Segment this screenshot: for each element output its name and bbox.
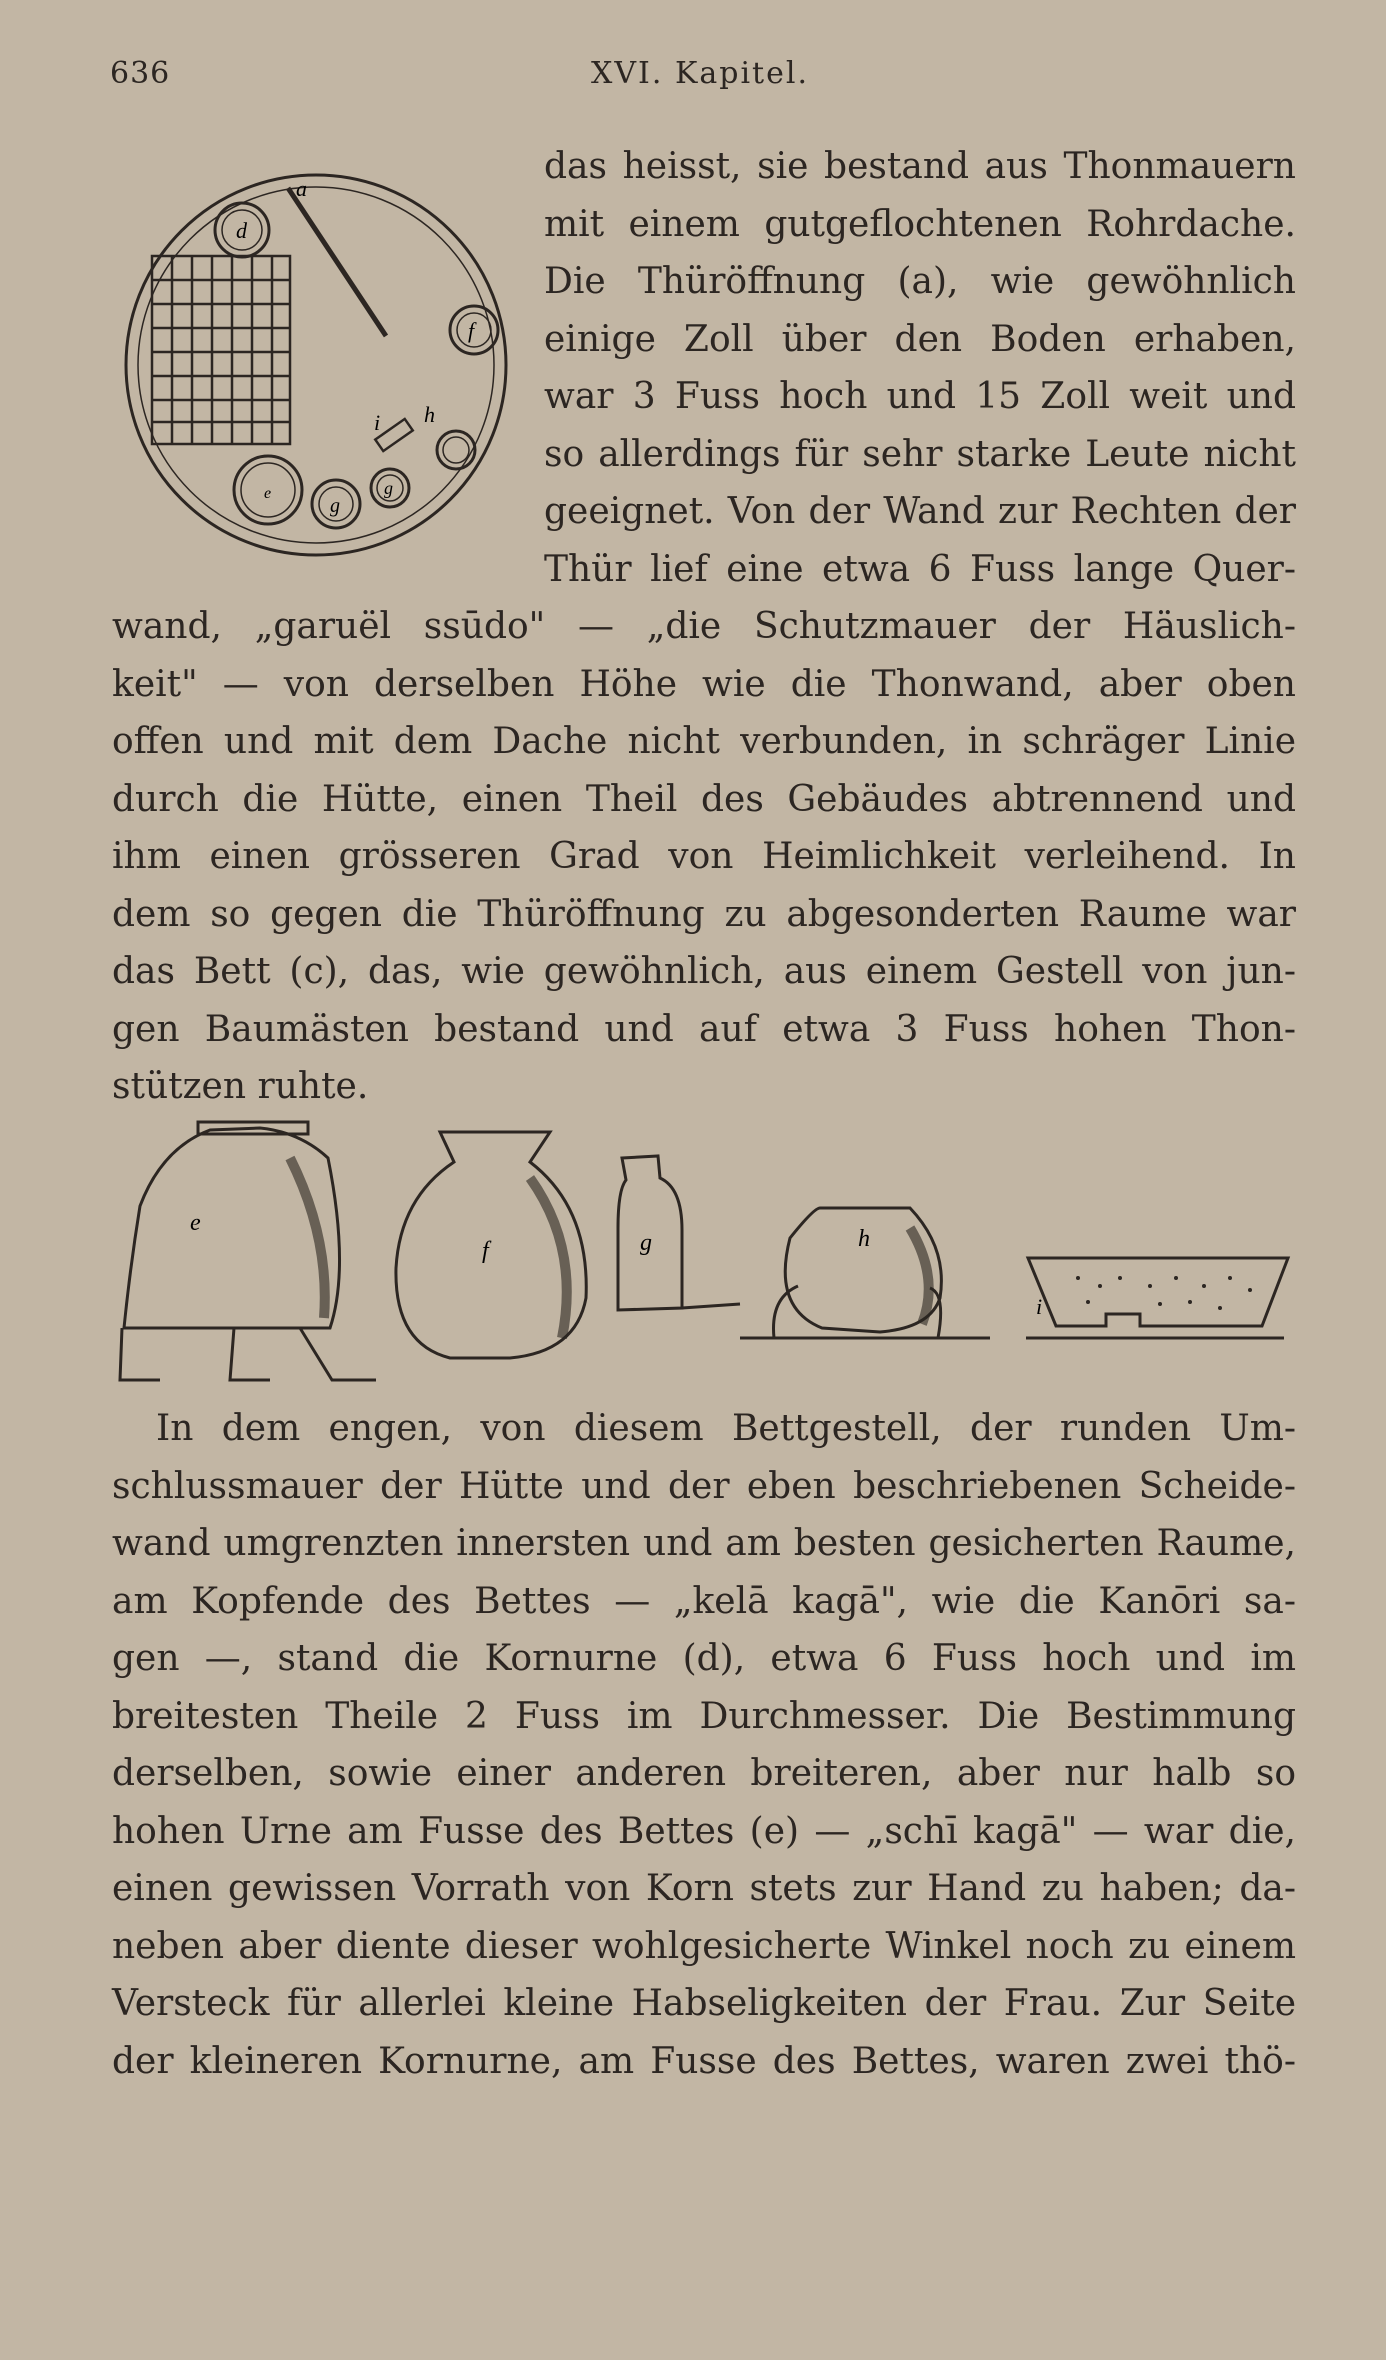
text-line: wand umgrenzten innersten und am besten gesicherten Raume, bbox=[112, 1523, 1296, 1564]
plan-label-g2: g bbox=[384, 478, 393, 498]
vessel-label-i: i bbox=[1036, 1294, 1043, 1319]
page-number: 636 bbox=[110, 56, 171, 91]
vessel-label-e: e bbox=[190, 1210, 201, 1236]
plan-label-i: i bbox=[374, 410, 381, 435]
text-line: einen gewissen Vorrath von Korn stets zur Hand zu haben; da- bbox=[112, 1868, 1296, 1909]
paragraph-2 bbox=[112, 1400, 1296, 2090]
text-line: keit" — von derselben Höhe wie die Thonwand, aber oben bbox=[112, 663, 1296, 705]
text-line: durch die Hütte, einen Theil des Gebäudes abtrennend und bbox=[112, 778, 1296, 820]
text-line: mit einem gutgeflochtenen Rohrdache. bbox=[544, 203, 1296, 245]
hut-plan-figure bbox=[118, 160, 518, 570]
text-line: In dem engen, von diesem Bettgestell, der runden Um- bbox=[156, 1408, 1296, 1449]
text-line: Die Thüröffnung (a), wie gewöhnlich bbox=[544, 261, 1296, 302]
text-line: stützen ruhte. bbox=[112, 1066, 369, 1107]
plan-label-f: f bbox=[468, 318, 475, 343]
text-line: Thür lief eine etwa 6 Fuss lange Quer- bbox=[544, 548, 1296, 590]
paragraph-1-full bbox=[112, 598, 1296, 1116]
text-line: breitesten Theile 2 Fuss im Durchmesser. Die Bestimmung bbox=[112, 1695, 1296, 1737]
paragraph-1-wrapped bbox=[544, 138, 1296, 598]
plan-label-e: e bbox=[264, 485, 272, 502]
text-line: das heisst, sie bestand aus Thonmauern bbox=[544, 146, 1296, 187]
plan-label-h: h bbox=[424, 402, 435, 427]
text-line: derselben, sowie einer anderen breiteren, aber nur halb so bbox=[112, 1753, 1296, 1794]
vessels-figure bbox=[110, 1118, 1300, 1388]
plan-label-d: d bbox=[236, 218, 247, 243]
text-line: dem so gegen die Thüröffnung zu abgesonderten Raume war bbox=[112, 893, 1296, 935]
text-line: war 3 Fuss hoch und 15 Zoll weit und bbox=[544, 376, 1296, 417]
running-head: XVI. Kapitel. bbox=[591, 56, 809, 91]
text-line: der kleineren Kornurne, am Fusse des Bettes, waren zwei thö- bbox=[112, 2040, 1296, 2082]
text-line: ihm einen grösseren Grad von Heimlichkeit verleihend. In bbox=[112, 836, 1296, 877]
text-line: offen und mit dem Dache nicht verbunden, in schräger Linie bbox=[112, 721, 1296, 762]
text-line: das Bett (c), das, wie gewöhnlich, aus einem Gestell von jun- bbox=[112, 951, 1296, 992]
text-line: schlussmauer der Hütte und der eben beschriebenen Scheide- bbox=[112, 1465, 1296, 1507]
text-line: so allerdings für sehr starke Leute nicht bbox=[544, 433, 1296, 475]
text-line: geeignet. Von der Wand zur Rechten der bbox=[544, 491, 1296, 532]
vessel-label-g: g bbox=[640, 1230, 652, 1256]
text-line: hohen Urne am Fusse des Bettes (e) — „schī kagā" — war die, bbox=[112, 1810, 1296, 1852]
text-line: neben aber diente dieser wohlgesicherte Winkel noch zu einem bbox=[112, 1925, 1296, 1967]
plan-label-g1: g bbox=[330, 495, 340, 517]
text-line: wand, „garuël ssūdo" — „die Schutzmauer der Häuslich- bbox=[112, 606, 1296, 647]
text-line: einige Zoll über den Boden erhaben, bbox=[544, 318, 1296, 360]
vessel-label-f: f bbox=[482, 1238, 489, 1264]
plan-label-a: a bbox=[296, 176, 307, 201]
text-line: gen Baumästen bestand und auf etwa 3 Fuss hohen Thon- bbox=[112, 1008, 1296, 1050]
vessel-label-h: h bbox=[858, 1226, 870, 1252]
text-line: am Kopfende des Bettes — „kelā kagā", wie die Kanōri sa- bbox=[112, 1580, 1296, 1622]
page-header bbox=[110, 56, 1290, 104]
text-line: Versteck für allerlei kleine Habseligkeiten der Frau. Zur Seite bbox=[112, 1983, 1296, 2024]
text-line: gen —, stand die Kornurne (d), etwa 6 Fuss hoch und im bbox=[112, 1638, 1296, 1679]
